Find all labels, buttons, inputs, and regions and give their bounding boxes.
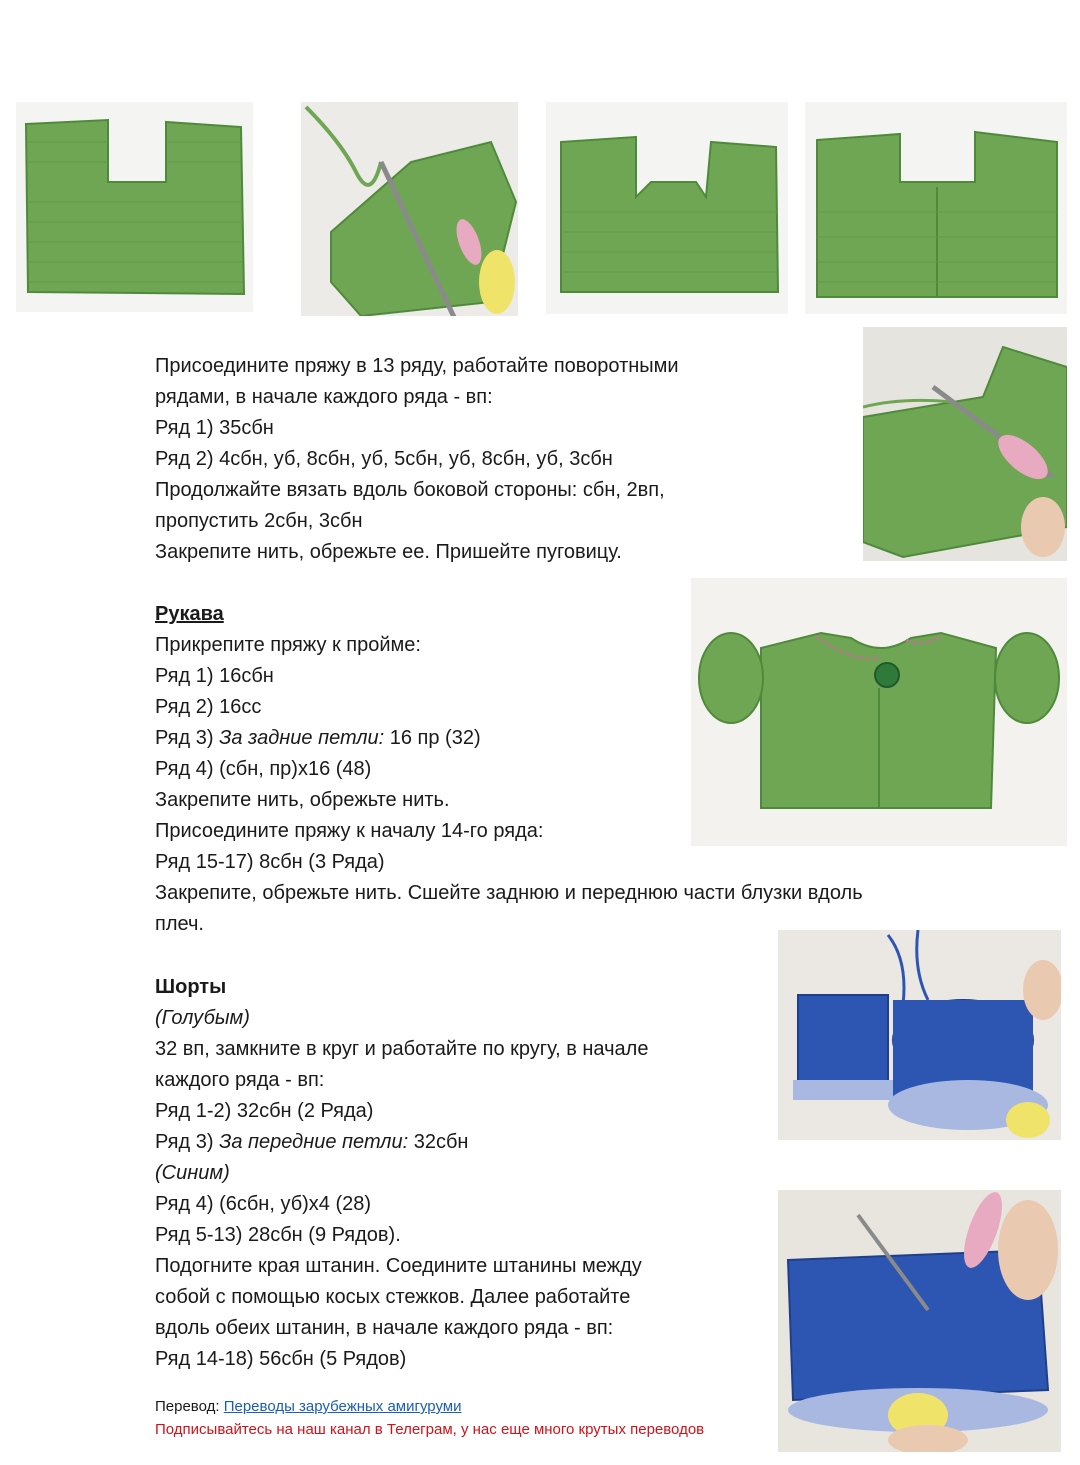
photo-bodice-back-flat [16, 102, 253, 312]
text-line: Прикрепите пряжу к пройме: [155, 634, 421, 656]
loop-instruction: За передние петли: [219, 1131, 409, 1153]
text-line [155, 723, 863, 754]
text-line: Присоедините пряжу в 13 ряду, работайте поворотными [155, 355, 679, 377]
text-line: Ряд 1-2) 32сбн (2 Ряда) [155, 1100, 374, 1122]
text-line: пропустить 2сбн, 3сбн [155, 510, 363, 532]
text-line: Ряд 14-18) 56сбн (5 Рядов) [155, 1348, 407, 1370]
photo-shorts-legs [778, 930, 1061, 1140]
text-line: Ряд 15-17) 8сбн (3 Ряда) [155, 851, 385, 873]
text-line: Ряд 1) 35сбн [155, 417, 274, 439]
text-line: Ряд 4) (6сбн, уб)х4 (28) [155, 1193, 372, 1215]
footer-subscribe: Подписывайтесь на наш канал в Телеграм, у нас еще много крутых переводов [155, 1421, 705, 1438]
shorts-section [155, 972, 648, 1375]
yarn-color-note: (Синим) [155, 1162, 230, 1184]
text-line: Продолжайте вязать вдоль боковой стороны: сбн, 2вп, [155, 479, 665, 501]
text-line: Ряд 2) 4сбн, уб, 8сбн, уб, 5сбн, уб, 8сбн, уб, 3сбн [155, 448, 613, 470]
text-line: Ряд 5-13) 28сбн (9 Рядов). [155, 1224, 401, 1246]
yarn-color-note: (Голубым) [155, 1007, 250, 1029]
row-stitches: 32сбн [408, 1131, 469, 1153]
text-line: 32 вп, замкните в круг и работайте по кругу, в начале [155, 1038, 649, 1060]
row-stitches: 16 пр (32) [384, 727, 481, 749]
translation-label: Перевод: [155, 1398, 224, 1415]
sleeves-section [155, 599, 863, 940]
sleeves-heading: Рукава [155, 603, 224, 625]
text-line: каждого ряда - вп: [155, 1069, 325, 1091]
text-line: Закрепите нить, обрежьте нить. [155, 789, 450, 811]
text-line: вдоль обеих штанин, в начале каждого ряда - вп: [155, 1317, 614, 1339]
text-line: Закрепите, обрежьте нить. Сшейте заднюю и переднюю части блузки вдоль [155, 882, 863, 904]
photo-hook-joining-yarn [301, 102, 518, 316]
text-line [155, 1127, 648, 1158]
footer-translation [155, 1396, 462, 1418]
photo-bodice-front [805, 102, 1067, 314]
photo-bodice-shaped [546, 102, 788, 314]
shorts-heading: Шорты [155, 976, 227, 998]
text-line: Ряд 1) 16сбн [155, 665, 274, 687]
photo-side-edge-hook [863, 327, 1067, 561]
text-line: Ряд 2) 16сс [155, 696, 262, 718]
text-line: рядами, в начале каждого ряда - вп: [155, 386, 493, 408]
text-line: плеч. [155, 913, 204, 935]
translation-link[interactable]: Переводы зарубежных амигуруми [223, 1398, 462, 1415]
text-line: собой с помощью косых стежков. Далее работайте [155, 1286, 631, 1308]
text-line: Присоедините пряжу к началу 14-го ряда: [155, 820, 544, 842]
row-label: Ряд 3) [155, 1131, 220, 1153]
loop-instruction: За задние петли: [219, 727, 385, 749]
text-line: Закрепите нить, обрежьте ее. Пришейте пуговицу. [155, 541, 622, 563]
row-label: Ряд 3) [155, 727, 220, 749]
photo-shorts-joined [778, 1190, 1061, 1452]
text-line: Подогните края штанин. Соедините штанины между [155, 1255, 642, 1277]
blouse-instructions [155, 351, 679, 568]
text-line: Ряд 4) (сбн, пр)х16 (48) [155, 758, 372, 780]
